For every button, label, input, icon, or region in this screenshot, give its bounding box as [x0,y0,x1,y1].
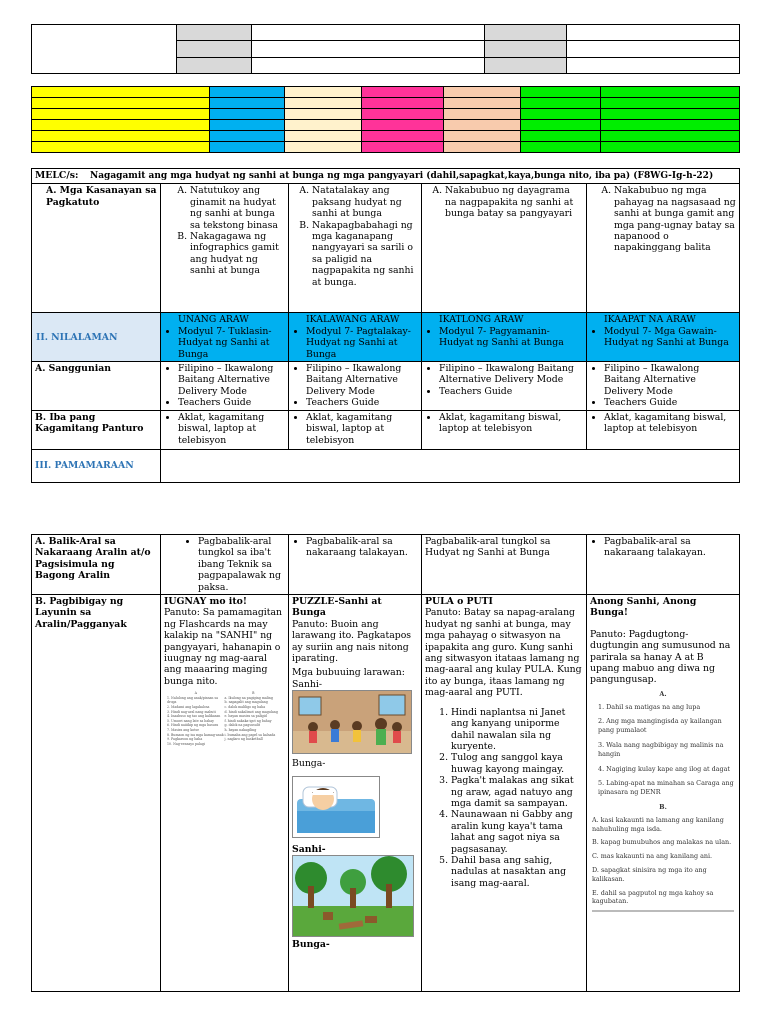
kasanayan-label: A. Mga Kasanayan sa Pagkatuto [46,185,157,208]
kasanayan-d1-a: A. Natutukoy ang ginamit na hudyat ng sanhi at bunga sa tekstong binasa [190,185,285,231]
kasanayan-d2-b: B. Nakapagbabahagi ng mga kaganapang nangyayari sa sarili o sa paligid na nagpapakita ng sanhi at bunga. [312,220,418,288]
classroom-illustration [293,691,411,753]
flashcard-a-item: 3. Hindi nag-aral nang mabuti [167,709,216,714]
matching-b-item: D. sapagkat sinisira ng mga ito ang kalikasan. [592,866,707,883]
flashcard-b-item: e. bayan masira sa paligid [224,714,267,719]
matching-a-item: 5. Labing-apat na minahan sa Caraga ang ipinasara ng DENR [598,779,734,797]
matching-head-a: A. [659,689,667,698]
melc-row [32,169,740,184]
flashcard-a-item: 1. Nalulong ang anak/pinsan sa droga [167,695,218,705]
sanggunian-label: A. Sanggunian [35,363,112,375]
balik-aral-row [32,535,740,595]
lesson-plan-table-continued [31,534,740,992]
anong-sanhi-title: Anong Sanhi, Anong Bunga! [590,596,697,619]
flashcard-b-item: j. naglaro ng basketball [224,737,263,742]
flashcard-a-item: 4. Inaabuso ng tao ang kalikasan [167,714,221,719]
pula-puti-item-5: 5. Dahil basa ang sahig, nadulas at nasaktan ang isang mag-aaral. [451,855,583,889]
flashcard-col-b-head: B [252,691,255,696]
color-band-row [32,131,740,142]
iba-pang-label: B. Iba pang Kagamitang Panturo [35,412,144,435]
matching-head-b: B. [659,803,667,812]
puzzle-sub: Mga bubuuing larawan: [292,667,405,679]
cut-trees-illustration [293,856,413,936]
matching-b-item: B. kapag bumubuhos ang malakas na ulan. [592,838,732,847]
flashcard-b-item: d. hindi nakalimot ang magulang [224,709,278,714]
puzzle-instructions: Panuto: Buoin ang larawang ito. Pagkatapos ay suriin ang nais nitong iparating. [292,618,412,665]
color-band-row [32,109,740,120]
classroom-image [292,690,412,754]
flashcard-a-item: 8. Bumaon ng isa mga kamag-anak [167,732,224,737]
flashcard-col-a-head: A [194,691,197,696]
matching-b-item: C. mas kakaunti na ang kanilang ani. [592,852,713,861]
iugnay-title: IUGNAY mo ito! [164,596,247,608]
pamamaraan-row [32,450,740,483]
balik-aral-d3: Pagbabalik-aral tungkol sa Hudyat ng Sanhi at Bunga [425,536,551,559]
day3-item: • Modyul 7- Pagyamanin-Hudyat ng Sanhi at Bunga [439,326,583,349]
sanggunian-d4-1: • Filipino – Ikawalong Baitang Alternative Delivery Mode [604,363,736,397]
kasanayan-d2-a: A. Natatalakay ang paksang hudyat ng sanhi at bunga [312,185,418,219]
flashcard-b-item: g. dalok na pagsusulit [224,723,261,728]
matching-a-item: 3. Wala nang nagbibigay ng malinis na hangin [598,741,724,758]
iba-pang-d4: • Aklat, kagamitang biswal, laptop at telebisyon [604,412,736,435]
puzzle-label-bunga-1: Bunga- [292,758,326,770]
matching-box [592,690,734,912]
sanggunian-d3-1: • Filipino – Ikawalong Baitang Alternative Delivery Mode [439,363,583,386]
flashcard-a-item: 10. Nag-eensayo palagi [167,741,205,746]
sanggunian-d1-1: • Filipino – Ikawalong Baitang Alternative Delivery Mode [178,363,285,397]
balik-aral-d1: • Pagbabalik-aral tungkol sa iba't ibang Teknik sa pagpapalawak ng paksa. [198,536,285,593]
flashcard-table [164,691,285,746]
pamamaraan-label: III. PAMAMARAAN [35,460,134,472]
day4-item: • Modyul 7- Mga Gawain-Hudyat ng Sanhi at Bunga [604,326,736,349]
color-band-row [32,98,740,109]
iba-pang-d3: • Aklat, kagamitang biswal, laptop at telebisyon [439,412,583,435]
flashcard-a-item: 6. Hindi naiiikip ng mga basura [167,723,219,728]
sanggunian-row [32,362,740,411]
pula-puti-instructions: Panuto: Batay sa napag-aralang hudyat ng sanhi at bunga, may mga pahayag o sitwasyon na ipapakita ang guro. Kung sanhi ang sitwasyon itataas lamang ng mag-aaral ang kulay PULA. Kung ito ay bunga, itaas lamang ng mag-aaral ang PUTI. [425,607,582,699]
pagbibigay-label: B. Pagbibigay ng Layunin sa Aralin/Pagganyak [35,596,127,630]
sanggunian-d2-2: • Teachers Guide [306,397,418,408]
puzzle-title: PUZZLE-Sanhi at Bunga [292,596,382,619]
iba-pang-row [32,411,740,450]
matching-b-item: A. kasi kakaunti na lamang ang kanilang nahuhuling mga isda. [592,815,724,833]
flashcard-b-item: h. bayan nakagiling [224,728,257,733]
nilalaman-row [32,313,740,362]
flashcard-a-item: 2. Madami ang lagakalosa [167,705,210,710]
matching-a-item: 4. Nagiging kulay kape ang ilog at dagat [598,764,730,773]
pula-puti-item-4: 4. Naunawaan ni Gabby ang aralin kung kaya't tama lahat ang sagot niya sa pagsasanay. [451,809,583,855]
flashcard-a-item: 5. Umuwi nang late sa bahay [167,718,214,723]
kasanayan-d4-a: A. Nakabubuo ng mga pahayag na nagsasaad ng sanhi at bunga gamit ang mga pang-ugnay batay sa napanood o napakinggang balita [614,185,736,253]
flashcard-b-item: a. Ikulong na pagiging maling [224,695,273,700]
balik-aral-d2: • Pagbabalik-aral sa nakaraang talakayan. [306,536,418,559]
day2-title: IKALAWANG ARAW [306,314,400,326]
balik-aral-d4: • Pagbabalik-aral sa nakaraang talakayan. [604,536,736,559]
sanggunian-d4-2: • Teachers Guide [604,397,736,408]
melc-label: MELC/s: [35,170,79,181]
balik-aral-label: A. Balik-Aral sa Nakaraang Aralin at/o Pagsisimula ng Bagong Aralin [35,536,151,582]
puzzle-label-sanhi-1: Sanhi- [292,678,323,690]
melc-text: Nagagamit ang mga hudyat ng sanhi at bunga ng mga pangyayari (dahil,sapagkat,kaya,bunga nito, iba pa) (F8WG-Ig-h-22) [90,171,714,181]
puzzle-label-sanhi-2: Sanhi- [292,843,326,855]
matching-a-item: 1. Dahil sa matigas na ang lupa [598,702,701,711]
sick-child-illustration [293,777,379,837]
matching-b-item: E. dahil sa pagputol ng mga kahoy sa kagubatan. [592,888,714,906]
nilalaman-label: II. NILALAMAN [36,331,118,343]
flashcard-a-item: 9. Pagkaroon ng baha [167,737,203,742]
iugnay-instructions: Panuto: Sa pamamagitan ng Flashcards na may kalakip na "SANHI" ng pangyayari, hahanapin o iuugnay ng mag-aaral ang maaaring maging bunga nito. [164,607,283,687]
pula-puti-item-3: 3. Pagka't malakas ang sikat ng araw, agad natuyo ang mga damit sa sampayan. [451,775,583,809]
day4-title: IKAAPAT NA ARAW [604,314,696,326]
kasanayan-d3-a: A. Nakabubuo ng dayagrama na nagpapakita ng sanhi at bunga batay sa pangyayari [445,185,583,219]
matching-a-item: 2. Ang mga mangingisda ay kailangan pang pumalaot [598,717,722,735]
school-logo-cell [32,25,177,74]
iba-pang-d2: • Aklat, kagamitang biswal, laptop at telebisyon [306,412,418,446]
sick-child-image [292,776,380,838]
day1-item: • Modyul 7- Tuklasin-Hudyat ng Sanhi at Bunga [178,326,285,360]
sanggunian-d3-2: • Teachers Guide [439,386,583,397]
day1-title: UNANG ARAW [178,314,249,326]
anong-sanhi-instructions: Panuto: Pagdugtong-dugtungin ang sumusunod na parirala sa hanay A at B upang mabuo ang diwa ng pangungusap. [590,628,731,686]
color-band-row [32,87,740,98]
pula-puti-title: PULA o PUTI [425,596,493,608]
header-info-table [31,24,740,74]
puzzle-label-bunga-2: Bunga- [292,939,330,951]
flashcard-b-item: i. bumaba ang papel sa kalsada [224,732,276,737]
color-band-row [32,120,740,131]
kasanayan-row [32,184,740,313]
sanggunian-d1-2: • Teachers Guide [178,397,285,408]
day2-item: • Modyul 7- Pagtalakay-Hudyat ng Sanhi at Bunga [306,326,418,360]
flashcard-b-item: c. dalok maliligo ng baha [224,705,266,710]
kasanayan-d1-b: B. Nakagagawa ng infographics gamit ang hudyat ng sanhi at bunga [190,231,285,277]
pagbibigay-row [32,595,740,992]
forest-image [292,855,414,937]
color-band-row [32,142,740,153]
iba-pang-d1: • Aklat, kagamitang biswal, laptop at telebisyon [178,412,285,446]
day3-title: IKATLONG ARAW [439,314,524,326]
pula-puti-item-2: 2. Tulog ang sanggol kaya huwag kayong maingay. [451,752,583,775]
color-band-table [31,86,740,153]
flashcard-a-item: 7. Masira ang kotse [167,728,199,733]
sanggunian-d2-1: • Filipino – Ikawalong Baitang Alternative Delivery Mode [306,363,418,397]
flashcard-b-item: b. napagalit ang magulang [224,700,268,705]
lesson-plan-table [31,168,740,483]
flashcard-b-item: f. hindi nakaka-igot ng bahay [224,718,272,723]
pula-puti-item-1: 1. Hindi naplantsa ni Janet ang kanyang uniporme dahil nawalan sila ng kuryente. [451,707,583,753]
